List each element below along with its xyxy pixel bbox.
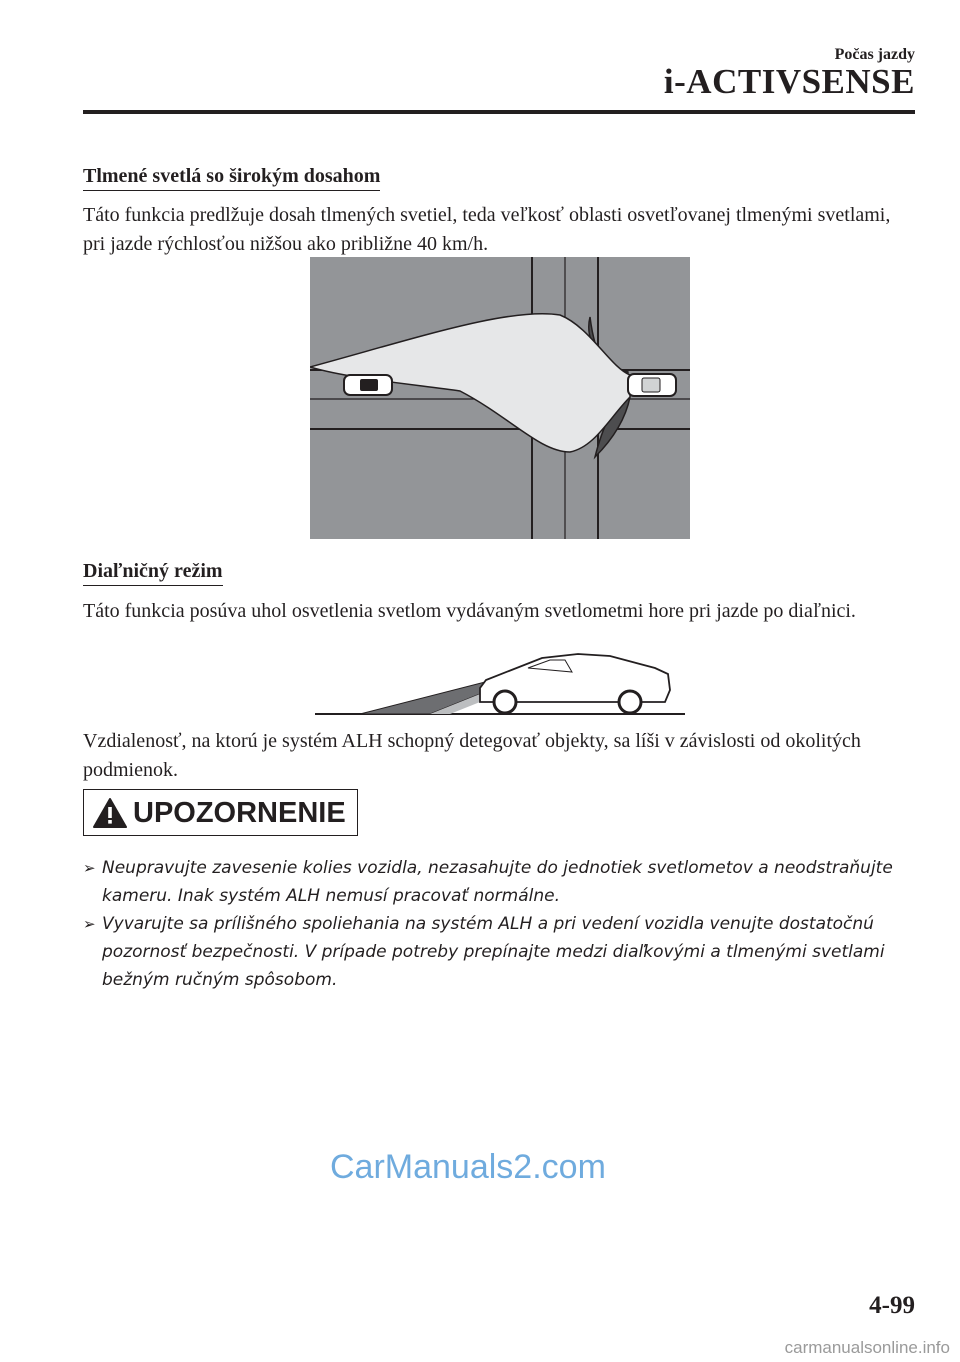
front-wheel <box>494 691 516 713</box>
caution-item-text: Vyvarujte sa prílišného spoliehania na systém ALH a pri vedení vozidla venujte dostatočnú pozornosť bezpečnosti. V prípade potreby prepínajte medzi diaľkovými a tlmenými svetlami bežným ručným spôsobom. <box>102 914 885 990</box>
caution-label: UPOZORNENIE <box>133 797 346 829</box>
chapter-subtitle: Počas jazdy <box>834 46 915 63</box>
note-paragraph: Vzdialenosť, na ktorú je systém ALH schopný detegovať objekty, sa líši v závislosti od okolitých podmienok. <box>83 730 861 781</box>
footer-site: carmanualsonline.info <box>784 1338 950 1357</box>
section-heading-highway-mode: Diaľničný režim <box>83 560 223 586</box>
arrowhead-bullet-icon: ➢ <box>83 915 96 933</box>
caution-item <box>83 854 913 910</box>
arrowhead-bullet-icon: ➢ <box>83 859 96 877</box>
car-own <box>628 374 676 396</box>
section-heading-wide-low-beam: Tlmené svetlá so širokým dosahom <box>83 165 380 191</box>
wide-beam-intersection-illustration <box>310 257 690 539</box>
highway-mode-car-illustration <box>310 650 690 720</box>
car-oncoming <box>344 375 392 395</box>
caution-item-text: Neupravujte zavesenie kolies vozidla, nezasahujte do jednotiek svetlometov a neodstraňujte kameru. Inak systém ALH nemusí pracovať normálne. <box>102 858 893 906</box>
page-number: 4-99 <box>869 1292 915 1319</box>
watermark: CarManuals2.com <box>330 1148 606 1186</box>
caution-item <box>83 910 913 994</box>
caution-box <box>83 789 358 836</box>
light-beam-dark <box>360 682 485 714</box>
section-paragraph-highway-mode: Táto funkcia posúva uhol osvetlenia svetlom vydávaným svetlometmi hore pri jazde po diaľnici. <box>83 600 856 622</box>
rear-wheel <box>619 691 641 713</box>
header-rule <box>83 110 915 114</box>
chapter-title: i-ACTIVSENSE <box>663 62 915 101</box>
section-paragraph-wide-low-beam: Táto funkcia predlžuje dosah tlmených svetiel, teda veľkosť oblasti osvetľovanej tlmenými svetlami, pri jazde rýchlosťou nižšou ako približne 40 km/h. <box>83 204 891 255</box>
warning-triangle-icon <box>93 797 127 829</box>
